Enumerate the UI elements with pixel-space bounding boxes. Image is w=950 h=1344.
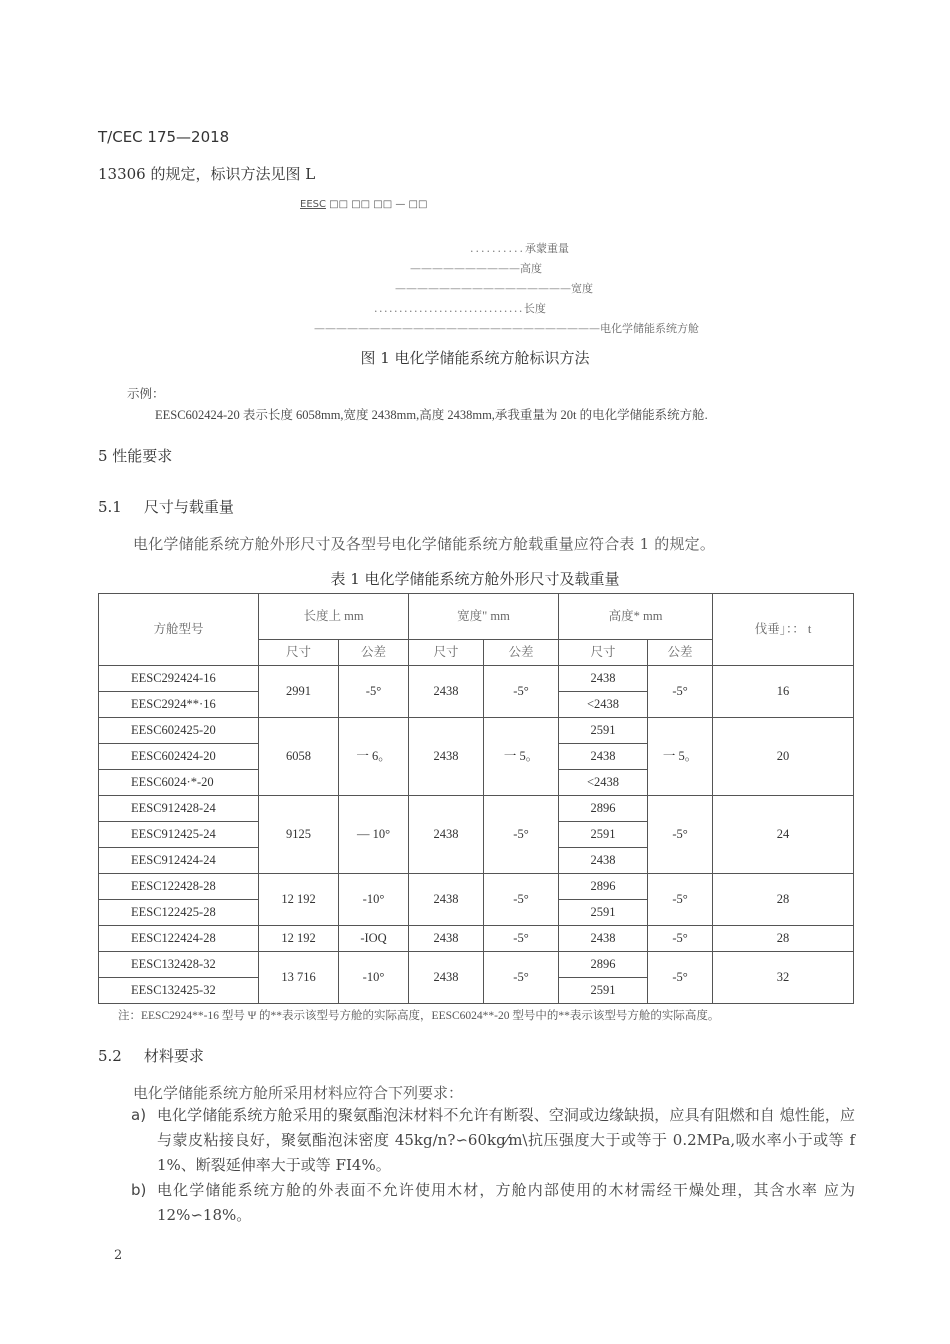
length-tol-cell: 一 6。 <box>339 718 409 796</box>
length-cell: 13 716 <box>259 952 339 1004</box>
width-cell: 2438 <box>409 666 484 718</box>
code-prefix: EESC <box>300 199 326 210</box>
header-height: 高度* mm <box>559 594 713 640</box>
model-cell: EESC912424-24 <box>99 848 259 874</box>
length-cell: 12 192 <box>259 874 339 926</box>
height-cell: 2896 <box>559 874 648 900</box>
header-length-size: 尺寸 <box>259 640 339 666</box>
width-tol-cell: -5° <box>484 874 559 926</box>
model-cell: EESC912428-24 <box>99 796 259 822</box>
length-cell: 12 192 <box>259 926 339 952</box>
continuation-text: 13306 的规定，标识方法见图 L <box>98 165 316 183</box>
table-row <box>99 874 854 900</box>
list-item-text: 电化学储能系统方舱的外表面不允许使用木材，方舱内部使用的木材需经干燥处理，其含水率 应为 12%∽18%。 <box>157 1181 855 1224</box>
model-cell: EESC122424-28 <box>99 926 259 952</box>
height-cell: 2591 <box>559 822 648 848</box>
table-row <box>99 952 854 978</box>
length-cell: 2991 <box>259 666 339 718</box>
model-cell: EESC6024·*-20 <box>99 770 259 796</box>
example-text: EESC602424-20 表示长度 6058mm,宽度 2438mm,高度 2438mm,承我重量为 20t 的电化学储能系统方舱. <box>155 408 708 422</box>
header-length-tol: 公差 <box>339 640 409 666</box>
legend-length: ..............................长度 <box>374 302 546 315</box>
section-5-1-heading: 5.1 尺寸与载重量 <box>98 498 234 516</box>
height-tol-cell: -5° <box>648 666 713 718</box>
legend-cabin: ——————————————————————————电化学储能系统方舱 <box>314 322 699 335</box>
width-tol-cell: -5° <box>484 796 559 874</box>
model-cell: EESC602424-20 <box>99 744 259 770</box>
length-cell: 6058 <box>259 718 339 796</box>
header-width-tol: 公差 <box>484 640 559 666</box>
table-note: 注：EESC2924**-16 型号 Ψ 的**表示该型号方舱的实际高度，EESC6024**-20 型号中的**表示该型号方舱的实际高度。 <box>118 1010 720 1022</box>
header-width: 宽度" mm <box>409 594 559 640</box>
length-tol-cell: -10° <box>339 952 409 1004</box>
table-row <box>99 666 854 692</box>
width-cell: 2438 <box>409 718 484 796</box>
height-cell: <2438 <box>559 770 648 796</box>
load-cell: 20 <box>713 718 854 796</box>
header-height-tol: 公差 <box>648 640 713 666</box>
width-tol-cell: 一 5。 <box>484 718 559 796</box>
model-cell: EESC132425-32 <box>99 978 259 1004</box>
table-caption: 表 1 电化学储能系统方舱外形尺寸及载重量 <box>330 570 620 588</box>
load-cell: 28 <box>713 874 854 926</box>
length-tol-cell: -5° <box>339 666 409 718</box>
list-item <box>133 1103 855 1178</box>
length-cell: 9125 <box>259 796 339 874</box>
table-row <box>99 926 854 952</box>
width-cell: 2438 <box>409 952 484 1004</box>
height-tol-cell: 一 5。 <box>648 718 713 796</box>
legend-height: ——————————高度 <box>410 262 542 275</box>
width-cell: 2438 <box>409 874 484 926</box>
load-cell: 28 <box>713 926 854 952</box>
height-cell: 2591 <box>559 900 648 926</box>
figure-caption: 图 1 电化学储能系统方舱标识方法 <box>360 349 590 367</box>
model-cell: EESC122425-28 <box>99 900 259 926</box>
section-5-heading: 5 性能要求 <box>98 447 173 465</box>
height-tol-cell: -5° <box>648 796 713 874</box>
load-cell: 16 <box>713 666 854 718</box>
legend-width: ————————————————宽度 <box>395 282 593 295</box>
height-cell: 2438 <box>559 666 648 692</box>
height-cell: 2438 <box>559 926 648 952</box>
width-tol-cell: -5° <box>484 952 559 1004</box>
model-cell: EESC292424-16 <box>99 666 259 692</box>
section-5-1-paragraph: 电化学储能系统方舱外形尺寸及各型号电化学储能系统方舱载重量应符合表 1 的规定。 <box>133 535 716 553</box>
height-cell: 2438 <box>559 744 648 770</box>
height-cell: 2438 <box>559 848 648 874</box>
page-number: 2 <box>114 1248 123 1263</box>
length-tol-cell: — 10° <box>339 796 409 874</box>
example-label: 示例： <box>127 386 165 401</box>
model-cell: EESC122428-28 <box>99 874 259 900</box>
height-cell: 2591 <box>559 718 648 744</box>
code-suffix: □□ □□ □□ — □□ <box>329 199 428 210</box>
identification-code <box>300 199 427 210</box>
model-cell: EESC912425-24 <box>99 822 259 848</box>
legend-load: ..........承蒙重量 <box>470 242 569 255</box>
height-cell: <2438 <box>559 692 648 718</box>
header-load: 伐垂」：： t <box>713 594 854 666</box>
header-model: 方舱型号 <box>99 594 259 666</box>
list-item <box>133 1178 855 1228</box>
height-tol-cell: -5° <box>648 952 713 1004</box>
load-cell: 24 <box>713 796 854 874</box>
list-item-text: 电化学储能系统方舱采用的聚氨酯泡沫材料不允许有断裂、空洞或边缘缺损，应具有阻燃和自 熄性能，应与蒙皮粘接良好，聚氨酯泡沫密度 45kg/n?∽60kg⁄m\抗压强度大于或等于 0.2MPa,吸水率小于或等 f 1%、断裂延伸率大于或等 FI4%。 <box>157 1106 855 1174</box>
model-cell: EESC602425-20 <box>99 718 259 744</box>
height-tol-cell: -5° <box>648 874 713 926</box>
width-cell: 2438 <box>409 796 484 874</box>
width-cell: 2438 <box>409 926 484 952</box>
height-cell: 2896 <box>559 796 648 822</box>
height-tol-cell: -5° <box>648 926 713 952</box>
width-tol-cell: -5° <box>484 926 559 952</box>
standard-code: T/CEC 175—2018 <box>98 128 230 146</box>
model-cell: EESC2924**·16 <box>99 692 259 718</box>
section-5-2-heading: 5.2 材料要求 <box>98 1047 204 1065</box>
header-length: 长度上 mm <box>259 594 409 640</box>
width-tol-cell: -5° <box>484 666 559 718</box>
section-5-2-intro: 电化学储能系统方舱所采用材料应符合下列要求： <box>133 1084 464 1102</box>
height-cell: 2591 <box>559 978 648 1004</box>
dimensions-table <box>98 593 854 1004</box>
load-cell: 32 <box>713 952 854 1004</box>
length-tol-cell: -IOQ <box>339 926 409 952</box>
height-cell: 2896 <box>559 952 648 978</box>
table-row <box>99 796 854 822</box>
model-cell: EESC132428-32 <box>99 952 259 978</box>
table-row <box>99 718 854 744</box>
header-height-size: 尺寸 <box>559 640 648 666</box>
list-marker: b) <box>131 1181 147 1199</box>
list-marker: a) <box>131 1106 147 1124</box>
length-tol-cell: -10° <box>339 874 409 926</box>
header-width-size: 尺寸 <box>409 640 484 666</box>
